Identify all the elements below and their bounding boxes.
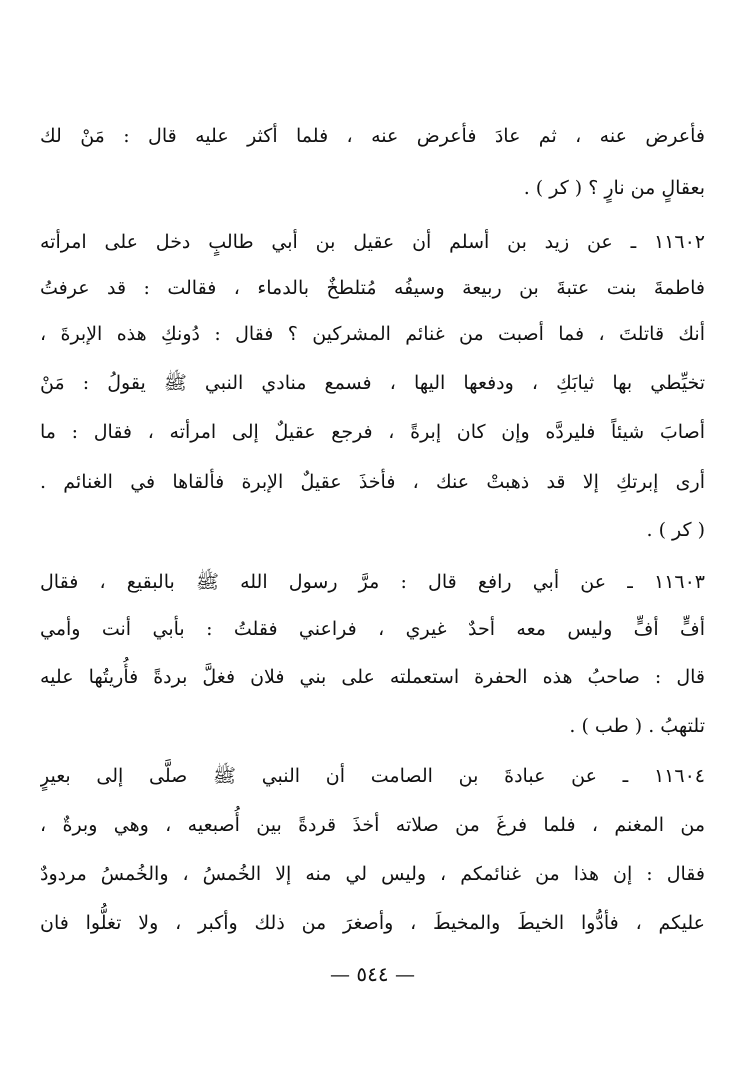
- text-line: ١١٦٠٣ ـ عن أبي رافع قال : مرَّ رسول الله ﷺ بالبقيع ، فقال: [40, 571, 705, 593]
- text-line: ١١٦٠٢ ـ عن زيد بن أسلم أن عقيل بن أبي طالبٍ دخل على امرأته: [40, 231, 705, 253]
- text-line: تخيِّطي بها ثيابَكِ ، ودفعها اليها ، فسمع منادي النبي ﷺ يقولُ : مَنْ: [40, 372, 705, 394]
- text-line: بعقالٍ من نارٍ ؟ ( كر ) .: [523, 177, 705, 199]
- text-line: فاطمةَ بنت عتبةَ بن ربيعة وسيفُه مُتلطخٌ بالدماء ، فقالت : قد عرفتُ: [40, 277, 705, 299]
- text-line: ( كر ) .: [646, 519, 705, 541]
- text-line: تلتهبُ . ( طب ) .: [569, 715, 705, 737]
- text-line: أنك قاتلتَ ، فما أصبت من غنائم المشركين ؟ فقال : دُونكِ هذه الإبرةَ ،: [40, 323, 705, 345]
- text-line: فأعرض عنه ، ثم عادَ فأعرض عنه ، فلما أكثر عليه قال : مَنْ لك: [40, 125, 705, 147]
- page-number: — ٥٤٤ —: [330, 962, 415, 986]
- text-line: قال : صاحبُ هذه الحفرة استعملته على بني فلان فغلَّ بردةً فأُريتُها عليه: [40, 666, 705, 688]
- text-line: أصابَ شيئاً فليردَّه وإن كان إبرةً ، فرجع عقيلٌ إلى امرأته ، فقال : ما: [40, 421, 705, 443]
- text-line: ١١٦٠٤ ـ عن عبادةَ بن الصامت أن النبي ﷺ صلَّى إلى بعيرٍ: [40, 765, 705, 787]
- text-line: فقال : إن هذا من غنائمكم ، وليس لي منه إلا الخُمسُ ، والخُمسُ مردودٌ: [40, 863, 705, 885]
- text-line: عليكم ، فأدُّوا الخيطَ والمخيطَ ، وأصغرَ من ذلك وأكبر ، ولا تغلُّوا فان: [40, 912, 705, 934]
- text-line: من المغنم ، فلما فرغَ من صلاته أخذَ قردةً بين أُصبعيه ، وهي وبرةٌ ،: [40, 814, 705, 836]
- text-line: أرى إبرتكِ إلا قد ذهبتْ عنك ، فأخذَ عقيلٌ الإبرة فألقاها في الغنائم .: [40, 471, 705, 493]
- text-line: أفٍّ أفٍّ وليس معه أحدٌ غيري ، فراعني فقلتُ : بأبي أنت وأمي: [40, 618, 705, 640]
